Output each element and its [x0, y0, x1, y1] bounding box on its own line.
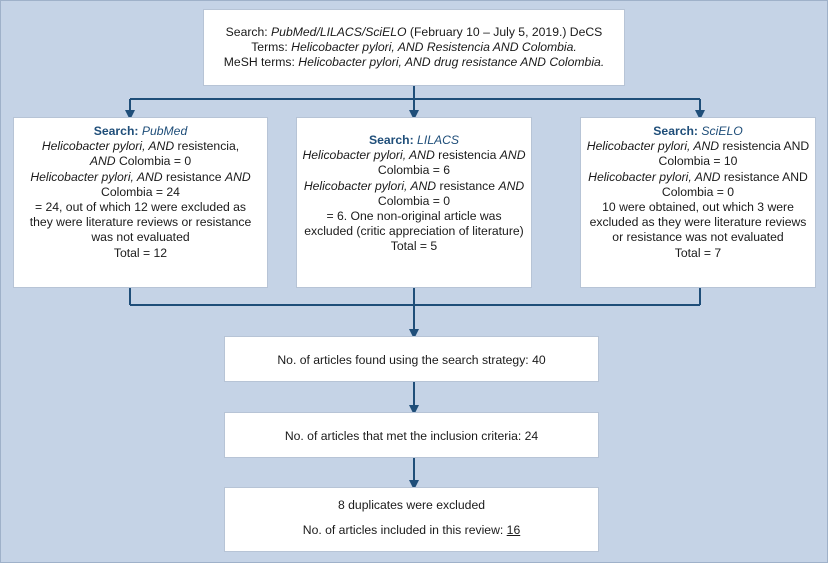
articles-found-text: No. of articles found using the search strategy: 40	[277, 353, 546, 367]
pubmed-heading	[14, 124, 267, 139]
lilacs-line-4: Colombia = 0	[377, 193, 451, 208]
scielo-line-1	[581, 139, 815, 154]
mesh-terms: Helicobacter pylori, AND drug resistance AND Colombia.	[298, 55, 605, 70]
scielo-line-2: Colombia = 10	[658, 154, 738, 169]
query-term: Helicobacter pylori, AND	[303, 178, 437, 193]
scielo-box	[580, 117, 816, 288]
database-name: SciELO	[701, 124, 743, 138]
included-label: No. of articles included in this review:	[302, 523, 507, 538]
search-label: Search:	[225, 25, 272, 39]
pubmed-line-7: was not evaluated	[91, 230, 190, 245]
query-text: resistencia AND	[719, 139, 810, 154]
spacer	[225, 513, 598, 523]
query-term: Helicobacter pylori, AND	[30, 169, 163, 184]
lilacs-heading	[297, 133, 531, 148]
query-term: AND	[89, 154, 116, 169]
inclusion-criteria-box	[224, 412, 599, 458]
database-name: PubMed	[141, 124, 188, 138]
lilacs-line-1	[297, 148, 531, 163]
lilacs-total: Total = 5	[390, 239, 438, 254]
lilacs-box	[296, 117, 532, 288]
heading-label: Search:	[653, 124, 702, 138]
pubmed-line-2	[14, 154, 267, 169]
final-articles-box	[224, 487, 599, 552]
mesh-terms-line	[204, 55, 624, 70]
query-term: AND	[224, 169, 251, 184]
scielo-line-6: excluded as they were literature reviews	[589, 215, 807, 230]
duplicates-text: 8 duplicates were excluded	[337, 498, 486, 512]
search-line	[204, 25, 624, 40]
query-term: AND	[498, 178, 525, 193]
heading-label: Search:	[93, 124, 142, 138]
decs-terms-line	[204, 40, 624, 55]
query-count: Colombia = 0	[115, 154, 192, 169]
query-text: resistance	[162, 169, 225, 184]
pubmed-line-4: Colombia = 24	[101, 184, 180, 199]
decs-terms: Helicobacter pylori, AND Resistencia AND Colombia.	[291, 40, 577, 55]
mesh-label: MeSH terms:	[223, 55, 299, 70]
query-term: Helicobacter pylori, AND	[302, 148, 435, 163]
query-text: resistencia	[434, 148, 500, 163]
query-text: resistance	[436, 178, 499, 193]
query-text: resistencia,	[174, 139, 240, 154]
query-term: Helicobacter pylori, AND	[41, 139, 175, 154]
search-dates: (February 10 – July 5, 2019.) DeCS	[406, 25, 603, 39]
lilacs-line-2: Colombia = 6	[377, 163, 451, 178]
query-term: Helicobacter pylori, AND	[586, 139, 720, 154]
scielo-heading	[581, 124, 815, 139]
query-text: resistance AND	[720, 169, 808, 184]
articles-found-box	[224, 336, 599, 382]
scielo-line-7: or resistance was not evaluated	[612, 230, 784, 245]
heading-label: Search:	[368, 133, 418, 147]
query-term: Helicobacter pylori, AND	[588, 169, 721, 184]
lilacs-line-6: excluded (critic appreciation of literature)	[304, 224, 524, 239]
pubmed-line-6: they were literature reviews or resistance	[29, 215, 252, 230]
pubmed-total: Total = 12	[113, 245, 168, 260]
decs-label: Terms:	[251, 40, 292, 55]
scielo-line-4: Colombia = 0	[661, 184, 735, 199]
scielo-total: Total = 7	[674, 245, 722, 260]
query-term: AND	[499, 148, 526, 163]
pubmed-line-3	[14, 170, 267, 185]
inclusion-criteria-text: No. of articles that met the inclusion criteria: 24	[284, 429, 539, 443]
pubmed-box	[13, 117, 268, 288]
scielo-line-5: 10 were obtained, out which 3 were	[602, 200, 794, 215]
pubmed-line-5: = 24, out of which 12 were excluded as	[34, 200, 247, 215]
lilacs-line-5: = 6. One non-original article was	[326, 209, 502, 224]
search-strategy-box	[203, 9, 625, 86]
database-name: LILACS	[417, 133, 460, 147]
databases: PubMed/LILACS/SciELO	[271, 25, 407, 39]
included-line	[225, 523, 598, 538]
included-count: 16	[506, 523, 521, 538]
pubmed-line-1	[14, 139, 267, 154]
lilacs-line-3	[297, 179, 531, 194]
scielo-line-3	[581, 170, 815, 185]
